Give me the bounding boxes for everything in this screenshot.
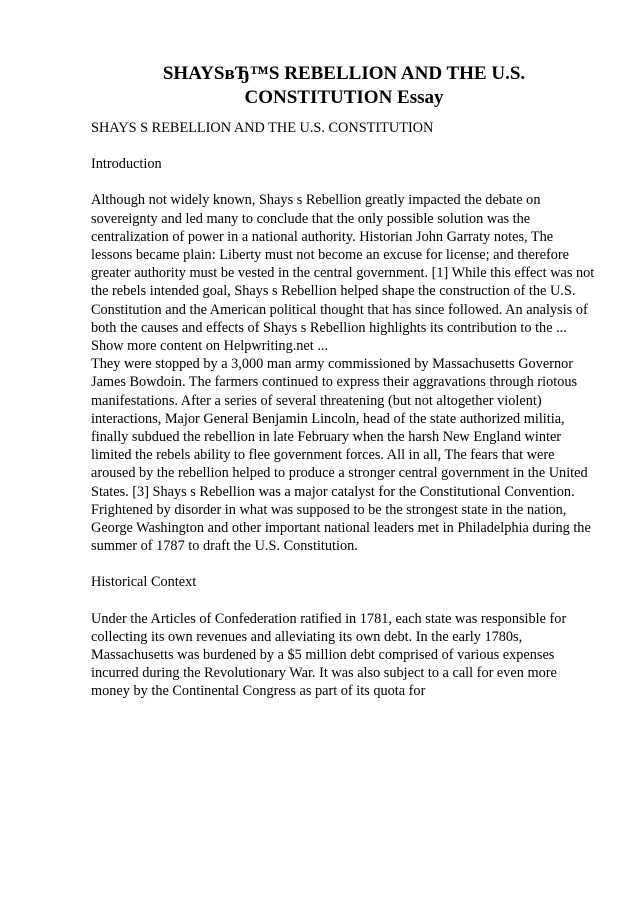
document-title-line-1: SHAYSвЂ™S REBELLION AND THE U.S.	[162, 63, 526, 84]
document-title-line-2: CONSTITUTION Essay	[244, 87, 444, 108]
document-page	[91, 62, 597, 719]
section-heading-introduction: Introduction	[91, 156, 162, 173]
body-paragraph: They were stopped by a 3,000 man army commissioned by Massachusetts Governor James Bowdoin. The farmers continued to express their aggravations through riotous manifestations. After a series of several threatening (but not altogether violent) interactions, Major General Benjamin Lincoln, head of the state authorized militia, finally subdued the rebellion in late February when the harsh New England winter limited the rebels ability to flee government forces. All in all, The fears that were aroused by the rebellion helped to produce a stronger central government in the United States. [3] Shays s Rebellion was a major catalyst for the Constitutional Convention. Frightened by disorder in what was supposed to be the strongest state in the nation, George Washington and other important national leaders met in Philadelphia during the summer of 1787 to draft the U.S. Constitution.	[91, 356, 591, 555]
historical-context-paragraph: Under the Articles of Confederation ratified in 1781, each state was responsible for collecting its own revenues and alleviating its own debt. In the early 1780s, Massachusetts was burdened by a $5 million debt comprised of various expenses incurred during the Revolutionary War. It was also subject to a call for even more money by the Continental Congress as part of its quota for	[91, 610, 567, 700]
introduction-paragraph: Although not widely known, Shays s Rebellion greatly impacted the debate on sovereignty and led many to conclude that the only possible solution was the centralization of power in a national authority. Historian John Garraty notes, The lessons became plain: Liberty must not become an excuse for license; and therefore greater authority must be vested in the central government. [1] While this effect was not the rebels intended goal, Shays s Rebellion helped shape the construction of the U.S. Constitution and the American political thought that has since followed. An analysis of both the causes and effects of Shays s Rebellion highlights its contribution to the ... Show more content on Helpwriting.net ...	[91, 192, 595, 355]
document-title	[91, 62, 597, 110]
section-heading-historical-context: Historical Context	[91, 574, 197, 591]
document-subtitle: SHAYS S REBELLION AND THE U.S. CONSTITUTION	[91, 120, 434, 136]
